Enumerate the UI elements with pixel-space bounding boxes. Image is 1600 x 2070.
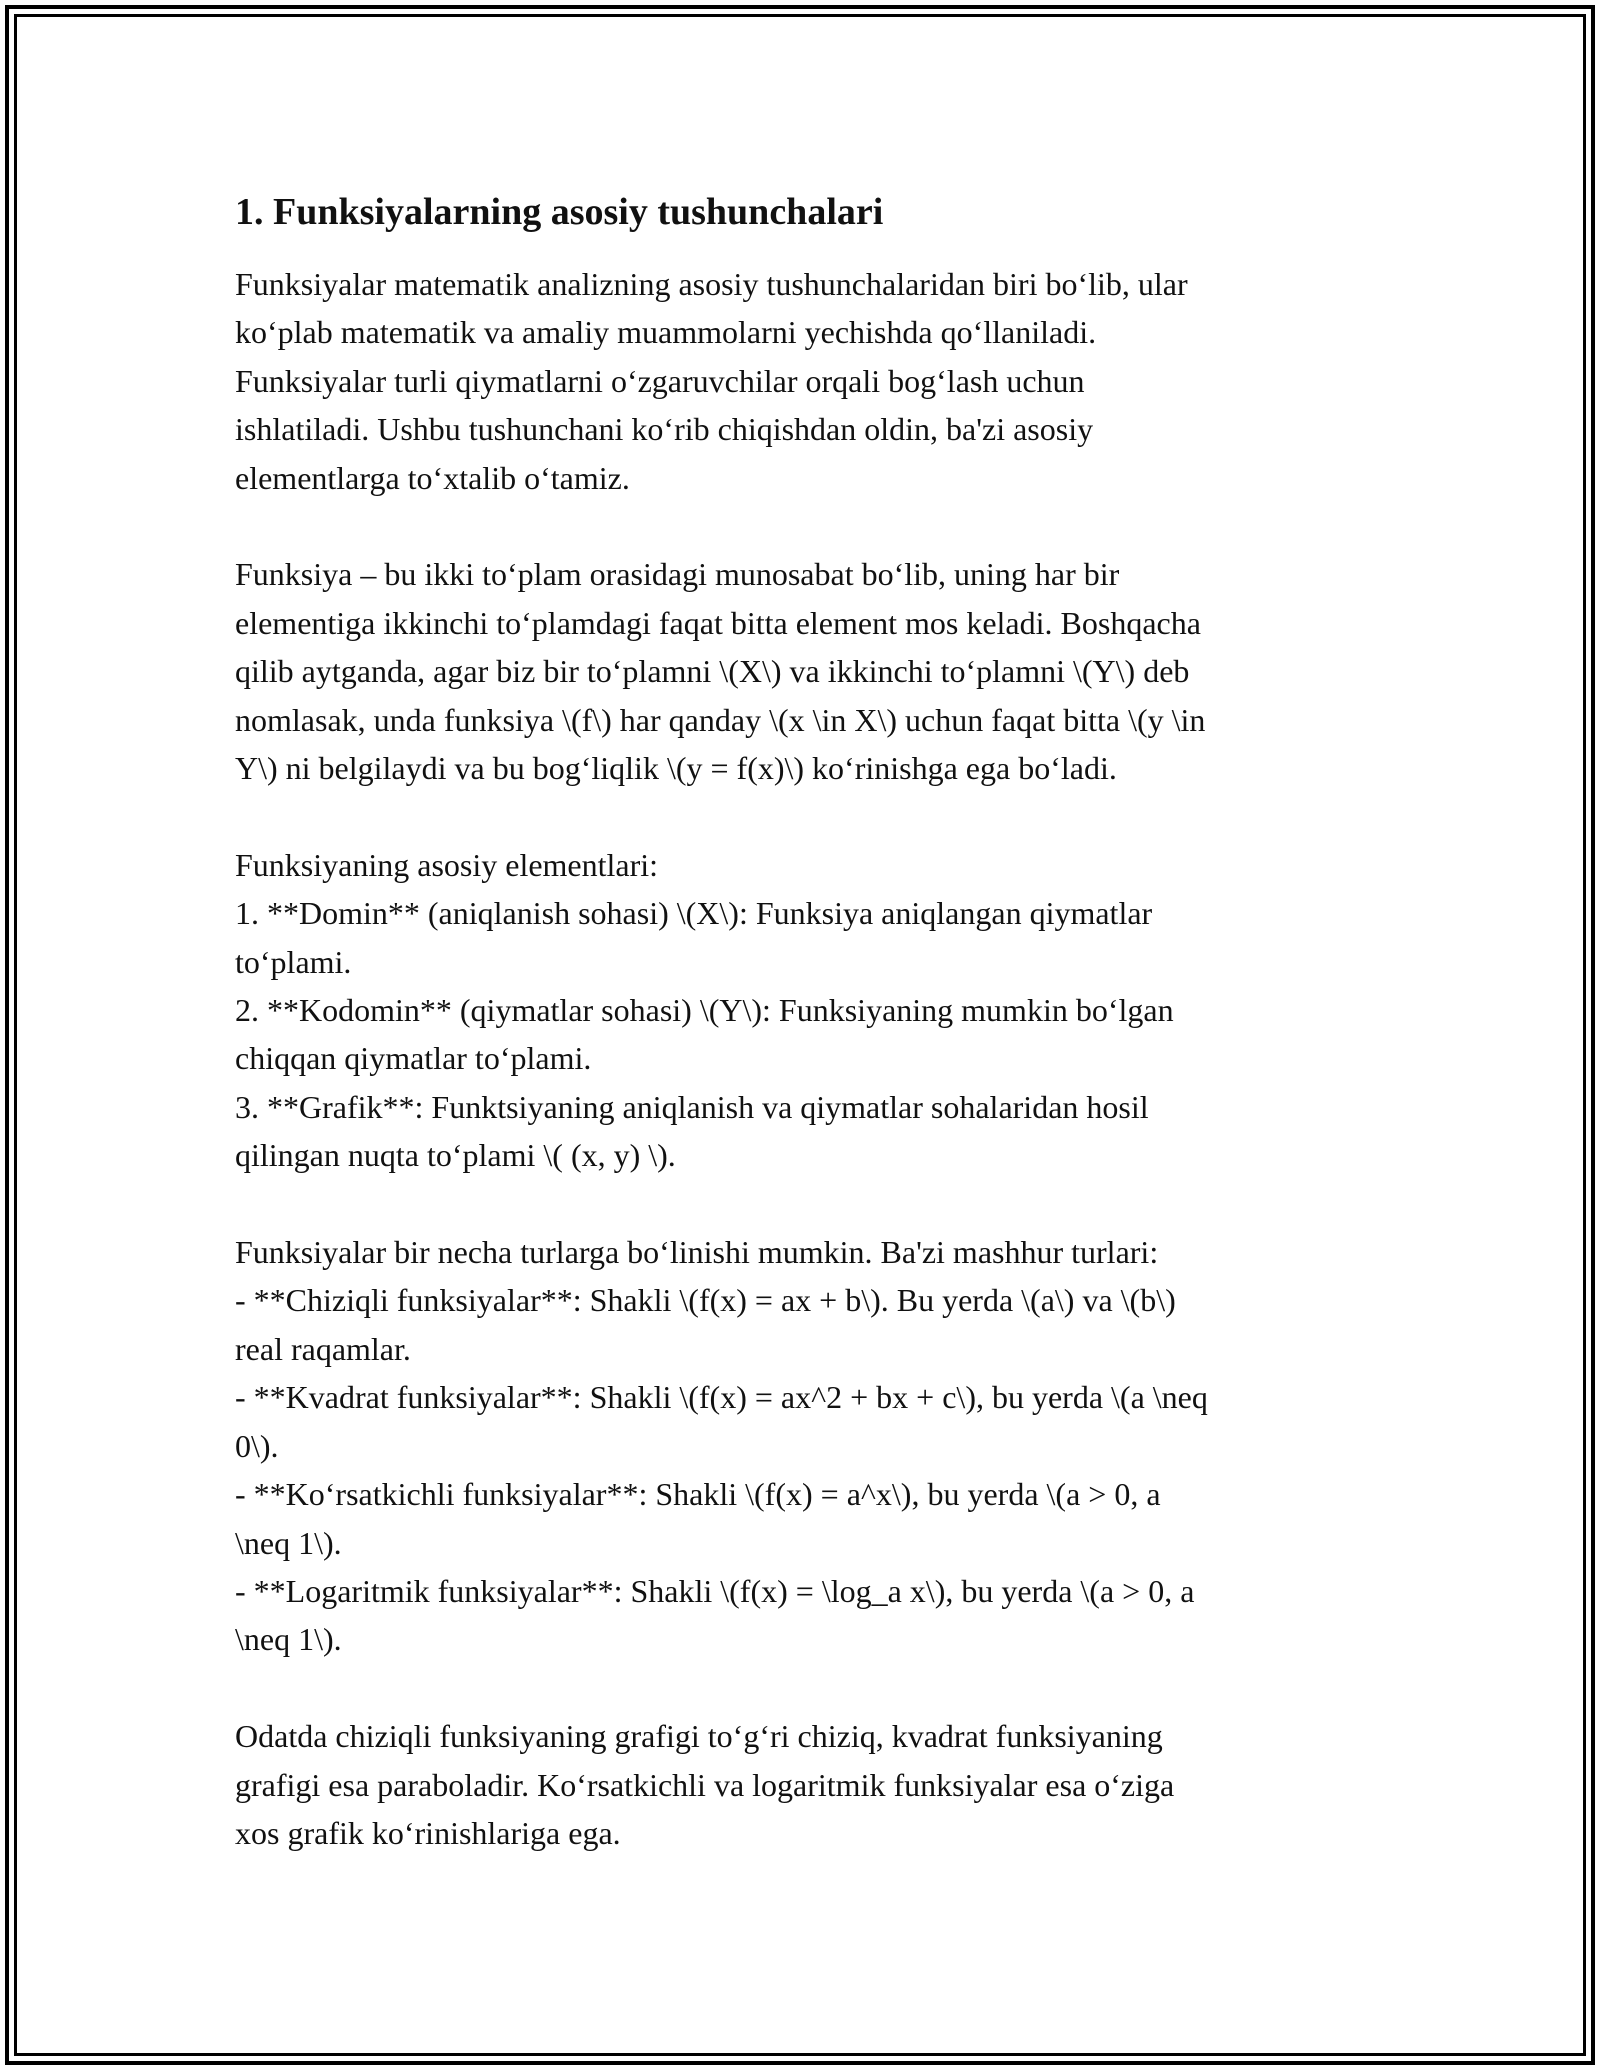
text-line: ko‘plab matematik va amaliy muammolarni yechishda qo‘llaniladi. [235,314,1097,351]
text-line: chiqqan qiymatlar to‘plami. [235,1040,592,1077]
text-line: Funksiya – bu ikki to‘plam orasidagi munosabat bo‘lib, uning har bir [235,556,1120,593]
list-item: 3. **Grafik**: Funktsiyaning aniqlanish va qiymatlar sohalaridan hosil [235,1088,1149,1125]
text-line: grafigi esa paraboladir. Ko‘rsatkichli va logaritmik funksiyalar esa o‘ziga [235,1766,1175,1803]
paragraph-types-list [235,1228,1365,1664]
document-body [235,186,1365,1906]
list-item: - **Logaritmik funksiyalar**: Shakli \(f(x) = \log_a x\), bu yerda \(a > 0, a [235,1572,1195,1609]
text-line: \neq 1\). [235,1524,342,1561]
text-line: qilib aytganda, agar biz bir to‘plamni \(X\) va ikkinchi to‘plamni \(Y\) deb [235,653,1190,690]
text-line: Funksiyaning asosiy elementlari: [235,846,659,883]
list-item: 2. **Kodomin** (qiymatlar sohasi) \(Y\): Funksiyaning mumkin bo‘lgan [235,992,1174,1029]
paragraph-conclusion [235,1712,1365,1857]
text-line: \neq 1\). [235,1621,342,1658]
list-item: - **Chiziqli funksiyalar**: Shakli \(f(x) = ax + b\). Bu yerda \(a\) va \(b\) [235,1282,1176,1319]
text-line: to‘plami. [235,943,352,980]
text-line: Odatda chiziqli funksiyaning grafigi to‘g‘ri chiziq, kvadrat funksiyaning [235,1718,1163,1755]
text-line: ishlatiladi. Ushbu tushunchani ko‘rib chiqishdan oldin, ba'zi asosiy [235,411,1094,448]
list-item: - **Kvadrat funksiyalar**: Shakli \(f(x) = ax^2 + bx + c\), bu yerda \(a \neq [235,1379,1208,1416]
paragraph-definition [235,550,1365,792]
text-line: nomlasak, unda funksiya \(f\) har qanday \(x \in X\) uchun faqat bitta \(y \in [235,701,1206,738]
text-line: Y\) ni belgilaydi va bu bog‘liqlik \(y = f(x)\) ko‘rinishga ega bo‘ladi. [235,750,1117,787]
text-line: qilingan nuqta to‘plami \( (x, y) \). [235,1137,676,1174]
text-line: elementlarga to‘xtalib o‘tamiz. [235,459,630,496]
text-line: Funksiyalar matematik analizning asosiy tushunchalaridan biri bo‘lib, ular [235,266,1188,302]
text-line: real raqamlar. [235,1330,411,1367]
paragraph-elements-list [235,841,1365,1180]
list-item: - **Ko‘rsatkichli funksiyalar**: Shakli \(f(x) = a^x\), bu yerda \(a > 0, a [235,1476,1161,1513]
text-line: elementiga ikkinchi to‘plamdagi faqat bitta element mos keladi. Boshqacha [235,604,1201,641]
text-line: Funksiyalar bir necha turlarga bo‘linishi mumkin. Ba'zi mashhur turlari: [235,1234,1159,1271]
paragraph-intro [235,260,1365,502]
section-heading: 1. Funksiyalarning asosiy tushunchalari [235,191,884,233]
text-line: xos grafik ko‘rinishlariga ega. [235,1814,621,1851]
text-line: 0\). [235,1427,279,1464]
list-item: 1. **Domin** (aniqlanish sohasi) \(X\): Funksiya aniqlangan qiymatlar [235,895,1153,932]
text-line: Funksiyalar turli qiymatlarni o‘zgaruvchilar orqali bog‘lash uchun [235,362,1085,399]
